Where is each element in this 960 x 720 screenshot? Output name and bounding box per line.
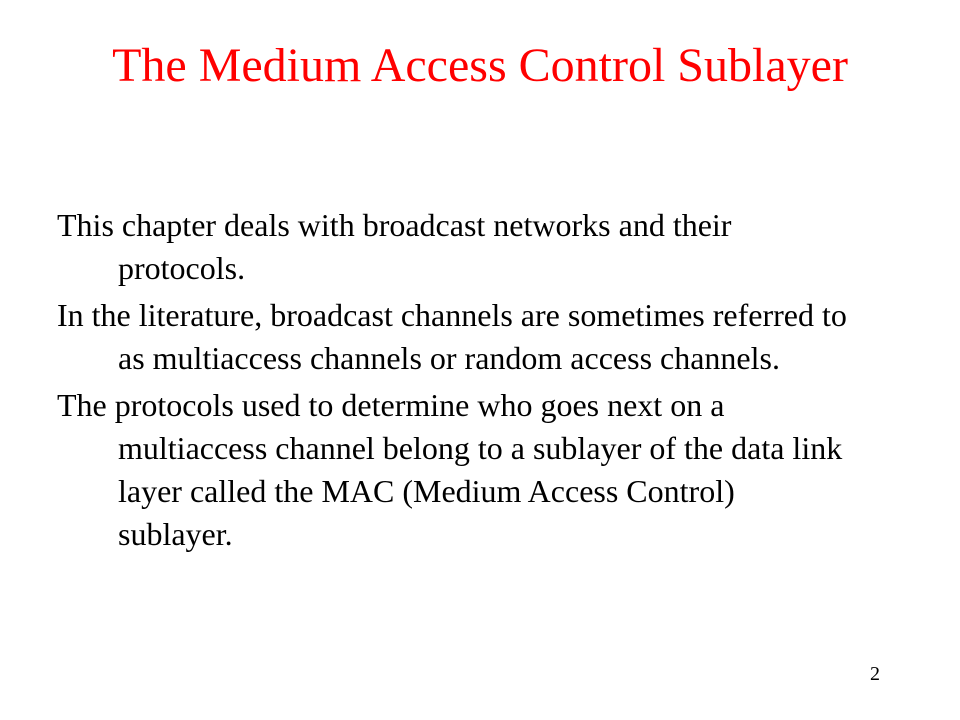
paragraph-broadcast-networks: This chapter deals with broadcast networks and their protocols. [57,207,732,286]
page-number: 2 [870,663,880,685]
paragraph-mac-sublayer: The protocols used to determine who goes next on a multiaccess channel belong to a sublayer of the data link layer called the MAC (Medium Access Control) sublayer. [57,387,843,552]
body-text [57,204,857,560]
slide-title: The Medium Access Control Sublayer [112,39,848,92]
paragraph-multiaccess-channels: In the literature, broadcast channels are sometimes referred to as multiaccess channels or random access channels. [57,297,847,376]
